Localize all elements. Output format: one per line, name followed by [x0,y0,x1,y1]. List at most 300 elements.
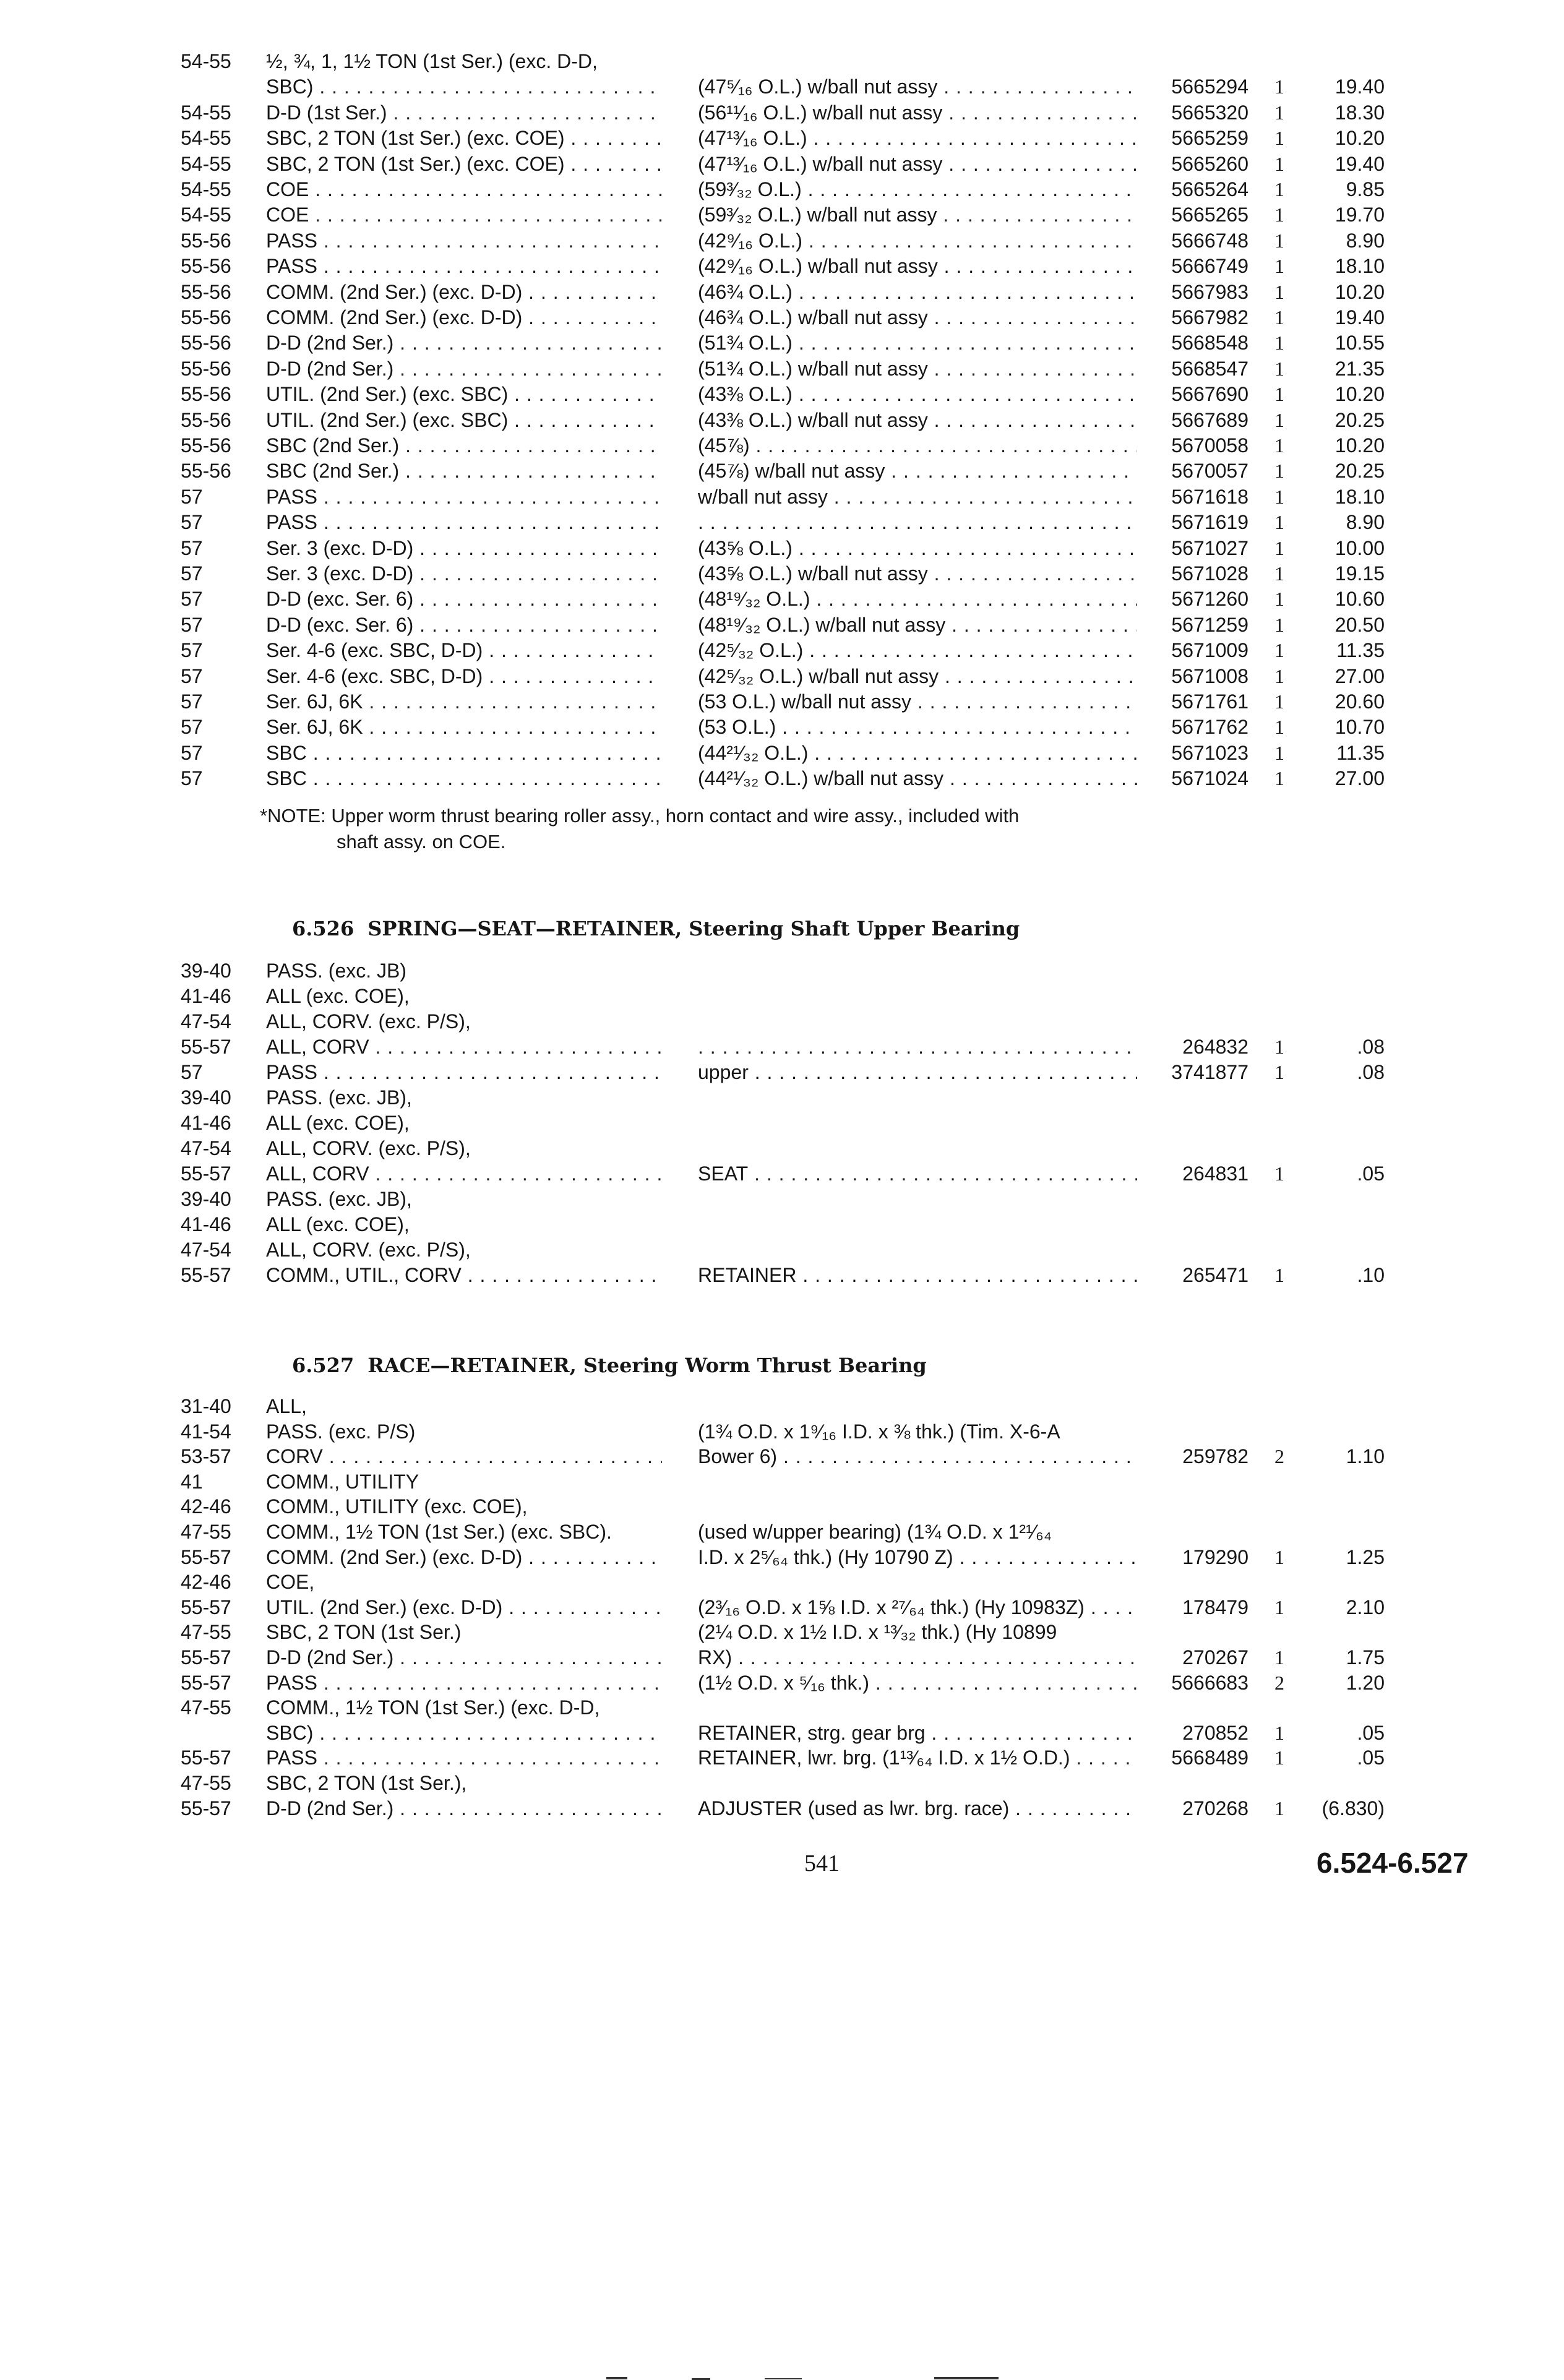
section-heading-6-527 [292,1354,927,1377]
description-cell: (42⁹⁄₁₆ O.L.) w/ball nut assy . . . [698,253,1137,279]
description-cell: Bower 6) . . . [698,1443,1137,1469]
quantity-cell: 1 [1274,1264,1284,1286]
years-cell: 42-46 [181,1571,231,1594]
model-cell: PASS. (exc. JB), [266,1086,412,1109]
model-cell: COMM. (2nd Ser.) (exc. D-D) . . . [266,1544,662,1570]
table-row [0,689,1564,715]
section-title: SPRING—SEAT—RETAINER, Steering Shaft Upper Bearing [367,917,1020,940]
model-cell: SBC, 2 TON (1st Ser.), [266,1772,467,1794]
part-number-cell: 265471 [1182,1264,1248,1286]
description-cell: (42⁵⁄₃₂ O.L.) w/ball nut assy . . . [698,663,1137,689]
description-cell: (51¾ O.L.) w/ball nut assy . . . [698,356,1137,382]
table-row [0,1135,1564,1161]
description-cell: (53 O.L.) . . . [698,714,1137,740]
price-cell: 8.90 [1346,511,1385,534]
price-cell: 10.20 [1334,434,1385,457]
years-cell: 57 [181,690,203,713]
price-cell: 27.00 [1334,767,1385,790]
years-cell: 55-57 [181,1746,231,1769]
model-cell: PASS. (exc. P/S) [266,1420,416,1443]
model-cell: ALL, CORV. (exc. P/S), [266,1137,471,1159]
table-row [0,1443,1564,1469]
quantity-cell: 1 [1274,1646,1284,1669]
part-number-cell: 5671023 [1171,741,1248,764]
years-cell: 57 [181,767,203,790]
part-number-cell: 5665265 [1171,204,1248,226]
model-cell: D-D (2nd Ser.) . . . [266,1795,662,1821]
price-cell: 19.15 [1334,562,1385,585]
quantity-cell: 1 [1274,178,1284,200]
years-cell: 41-46 [181,985,231,1007]
table-row [0,1034,1564,1060]
model-cell: SBC . . . [266,740,662,766]
quantity-cell: 1 [1274,1746,1284,1769]
quantity-cell: 2 [1274,1445,1284,1468]
years-cell: 41-46 [181,1112,231,1134]
model-cell: COE . . . [266,176,662,202]
part-number-cell: 270267 [1182,1646,1248,1669]
page-number: 541 [804,1850,840,1876]
description-cell: (48¹⁹⁄₃₂ O.L.) w/ball nut assy . . . [698,612,1137,638]
model-cell: COE, [266,1571,315,1594]
part-number-cell: 5668548 [1171,332,1248,354]
years-cell: 47-55 [181,1521,231,1543]
quantity-cell: 1 [1274,1721,1284,1744]
description-cell: (45⅞) . . . [698,432,1137,458]
part-number-cell: 5668489 [1171,1746,1248,1769]
description-cell: (44²¹⁄₃₂ O.L.) . . . [698,740,1137,766]
price-cell: 9.85 [1346,178,1385,200]
quantity-cell: 1 [1274,716,1284,739]
note [260,803,1151,855]
note-line-1: *NOTE: Upper worm thrust bearing roller assy., horn contact and wire assy., included with [260,805,1020,827]
model-cell: ALL (exc. COE), [266,985,410,1007]
years-cell: 55-56 [181,408,231,431]
description-cell: (43⅝ O.L.) w/ball nut assy . . . [698,561,1137,586]
part-number-cell: 5670057 [1171,460,1248,483]
description-cell: (47¹³⁄₁₆ O.L.) . . . [698,125,1137,151]
table-row [0,151,1564,177]
quantity-cell: 1 [1274,357,1284,380]
years-cell: 57 [181,562,203,585]
years-cell: 55-57 [181,1797,231,1819]
table-row [0,330,1564,356]
table-row [0,48,1564,74]
table-row [0,1186,1564,1212]
quantity-cell: 1 [1274,383,1284,406]
price-cell: 18.10 [1334,255,1385,278]
part-number-cell: 179290 [1182,1545,1248,1568]
part-number-cell: 264832 [1182,1036,1248,1058]
part-number-cell: 5666749 [1171,255,1248,278]
price-cell: 10.20 [1334,127,1385,150]
table-row [0,1795,1564,1821]
years-cell: 39-40 [181,1086,231,1109]
part-number-cell: 259782 [1182,1445,1248,1468]
years-cell: 47-55 [181,1621,231,1644]
model-cell: UTIL. (2nd Ser.) (exc. D-D) . . . [266,1594,662,1620]
model-cell: COE . . . [266,202,662,228]
model-cell: COMM., 1½ TON (1st Ser.) (exc. D-D, [266,1696,600,1719]
section-number: 6.526 [292,917,354,940]
years-cell: 55-56 [181,383,231,406]
quantity-cell: 1 [1274,408,1284,431]
price-cell: 1.10 [1346,1445,1385,1468]
table-row [0,1745,1564,1771]
years-cell: 55-57 [181,1671,231,1694]
years-cell: 57 [181,511,203,534]
years-cell: 39-40 [181,1188,231,1210]
years-cell: 57 [181,716,203,739]
price-cell: 10.55 [1334,332,1385,354]
description-cell: (42⁹⁄₁₆ O.L.) . . . [698,228,1137,254]
table-row [0,1493,1564,1519]
years-cell: 55-56 [181,280,231,303]
part-number-cell: 5671260 [1171,588,1248,611]
part-number-cell: 5665259 [1171,127,1248,150]
table-row [0,1237,1564,1263]
price-cell: .10 [1357,1264,1385,1286]
table-row [0,1262,1564,1288]
table-row [0,1419,1564,1445]
model-cell: Ser. 3 (exc. D-D) . . . [266,561,662,586]
part-number-cell: 5671008 [1171,664,1248,687]
price-cell: 20.25 [1334,408,1385,431]
section-heading-6-526 [292,917,1020,940]
table-row [0,228,1564,254]
model-cell: D-D (exc. Ser. 6) . . . [266,612,662,638]
part-number-cell: 5665320 [1171,101,1248,124]
years-cell: 57 [181,1061,203,1083]
table-row [0,202,1564,228]
model-cell: SBC . . . [266,765,662,791]
years-cell: 47-54 [181,1137,231,1159]
years-cell: 54-55 [181,178,231,200]
price-cell: 2.10 [1346,1596,1385,1618]
years-cell: 55-56 [181,357,231,380]
model-cell: ALL, CORV . . . [266,1034,662,1060]
model-cell: SBC) . . . [266,74,662,100]
description-cell: RX) . . . [698,1644,1137,1670]
description-cell: (47¹³⁄₁₆ O.L.) w/ball nut assy . . . [698,151,1137,177]
table-row [0,176,1564,202]
model-cell: PASS . . . [266,509,662,535]
quantity-cell: 1 [1274,1162,1284,1185]
description-cell: (43⅜ O.L.) . . . [698,381,1137,407]
model-cell: PASS . . . [266,484,662,510]
price-cell: 20.50 [1334,613,1385,636]
description-cell: (1¾ O.D. x 1⁹⁄₁₆ I.D. x ⅜ thk.) (Tim. X-6-A [698,1420,1060,1443]
model-cell: Ser. 4-6 (exc. SBC, D-D) . . . [266,637,662,663]
table-row [0,1619,1564,1645]
quantity-cell: 1 [1274,255,1284,278]
quantity-cell: 1 [1274,767,1284,790]
part-number-cell: 5665294 [1171,75,1248,98]
price-cell: 19.40 [1334,152,1385,175]
part-number-cell: 5665264 [1171,178,1248,200]
model-cell: PASS . . . [266,1670,662,1696]
part-number-cell: 5671028 [1171,562,1248,585]
price-cell: 19.40 [1334,75,1385,98]
years-cell: 41-46 [181,1213,231,1235]
table-row [0,1469,1564,1495]
description-cell: (59³⁄₃₂ O.L.) w/ball nut assy . . . [698,202,1137,228]
years-cell: 57 [181,639,203,662]
years-cell: 41-54 [181,1420,231,1443]
quantity-cell: 2 [1274,1671,1284,1694]
model-cell: SBC, 2 TON (1st Ser.) (exc. COE) . . . [266,125,662,151]
table-row [0,1569,1564,1595]
table-row [0,1211,1564,1237]
quantity-cell: 1 [1274,332,1284,354]
model-cell: COMM. (2nd Ser.) (exc. D-D) . . . [266,279,662,305]
description-cell: (2¼ O.D. x 1½ I.D. x ¹³⁄₃₂ thk.) (Hy 10899 [698,1621,1057,1644]
part-number-cell: 5671762 [1171,716,1248,739]
model-cell: COMM. (2nd Ser.) (exc. D-D) . . . [266,304,662,330]
model-cell: Ser. 6J, 6K . . . [266,714,662,740]
price-cell: 19.70 [1334,204,1385,226]
table-row [0,1110,1564,1136]
part-number-cell: 270852 [1182,1721,1248,1744]
description-cell: (1½ O.D. x ⁵⁄₁₆ thk.) . . . [698,1670,1137,1696]
model-cell: ALL, CORV. (exc. P/S), [266,1010,471,1033]
years-cell: 47-55 [181,1772,231,1794]
table-row [0,484,1564,510]
scan-mark [765,2378,802,2379]
table-row [0,407,1564,433]
table-row [0,612,1564,638]
model-cell: ALL (exc. COE), [266,1112,410,1134]
description-cell: w/ball nut assy . . . [698,484,1137,510]
price-cell: 18.30 [1334,101,1385,124]
model-cell: ALL, CORV . . . [266,1161,662,1187]
years-cell: 47-55 [181,1696,231,1719]
table-row [0,381,1564,407]
table-row [0,637,1564,663]
table-row [0,561,1564,586]
table-row [0,714,1564,740]
section-title: RACE—RETAINER, Steering Worm Thrust Bearing [367,1354,927,1377]
description-cell: I.D. x 2⁵⁄₆₄ thk.) (Hy 10790 Z) . . . [698,1544,1137,1570]
model-cell: UTIL. (2nd Ser.) (exc. SBC) . . . [266,407,662,433]
part-number-cell: 5670058 [1171,434,1248,457]
years-cell: 55-56 [181,332,231,354]
years-cell: 57 [181,664,203,687]
model-cell: CORV . . . [266,1443,662,1469]
section-number: 6.527 [292,1354,354,1377]
part-number-cell: 5671009 [1171,639,1248,662]
model-cell: ½, ¾, 1, 1½ TON (1st Ser.) (exc. D-D, [266,50,598,72]
part-number-cell: 5671761 [1171,690,1248,713]
quantity-cell: 1 [1274,229,1284,252]
table-row [0,958,1564,984]
description-cell: RETAINER . . . [698,1262,1137,1288]
quantity-cell: 1 [1274,1036,1284,1058]
model-cell: SBC) . . . [266,1720,662,1746]
quantity-cell: 1 [1274,639,1284,662]
part-number-cell: 5667690 [1171,383,1248,406]
table-row [0,1393,1564,1419]
description-cell: (2³⁄₁₆ O.D. x 1⅝ I.D. x ²⁷⁄₆₄ thk.) (Hy 10983Z) . . . [698,1594,1137,1620]
years-cell: 55-57 [181,1162,231,1185]
part-number-cell: 270268 [1182,1797,1248,1819]
quantity-cell: 1 [1274,1545,1284,1568]
price-cell: 21.35 [1334,357,1385,380]
price-cell: 27.00 [1334,664,1385,687]
model-cell: Ser. 4-6 (exc. SBC, D-D) . . . [266,663,662,689]
table-row [0,125,1564,151]
years-cell: 54-55 [181,204,231,226]
price-cell: 1.25 [1346,1545,1385,1568]
table-row [0,1161,1564,1187]
years-cell: 42-46 [181,1495,231,1518]
price-cell: 20.25 [1334,460,1385,483]
price-cell: 10.70 [1334,716,1385,739]
table-row [0,1720,1564,1746]
years-cell: 53-57 [181,1445,231,1468]
years-cell: 55-57 [181,1264,231,1286]
description-cell: ADJUSTER (used as lwr. brg. race) . . . [698,1795,1137,1821]
table-row [0,586,1564,612]
quantity-cell: 1 [1274,306,1284,329]
section-range: 6.524-6.527 [1317,1847,1469,1879]
price-cell: 10.60 [1334,588,1385,611]
model-cell: Ser. 3 (exc. D-D) . . . [266,535,662,561]
quantity-cell: 1 [1274,75,1284,98]
model-cell: ALL, CORV. (exc. P/S), [266,1239,471,1261]
price-cell: 8.90 [1346,229,1385,252]
model-cell: D-D (2nd Ser.) . . . [266,356,662,382]
years-cell: 41 [181,1470,203,1493]
model-cell: SBC, 2 TON (1st Ser.) (exc. COE) . . . [266,151,662,177]
years-cell: 47-54 [181,1010,231,1033]
price-cell: .08 [1357,1036,1385,1058]
years-cell: 55-57 [181,1596,231,1618]
quantity-cell: 1 [1274,101,1284,124]
description-cell: (48¹⁹⁄₃₂ O.L.) . . . [698,586,1137,612]
model-cell: SBC (2nd Ser.) . . . [266,432,662,458]
quantity-cell: 1 [1274,1596,1284,1618]
description-cell: (59³⁄₃₂ O.L.) . . . [698,176,1137,202]
description-cell: RETAINER, lwr. brg. (1¹³⁄₆₄ I.D. x 1½ O.D.) . . . [698,1745,1137,1771]
years-cell: 55-56 [181,434,231,457]
part-number-cell: 5667982 [1171,306,1248,329]
price-cell: 18.10 [1334,485,1385,508]
years-cell: 31-40 [181,1395,231,1417]
part-number-cell: 5666748 [1171,229,1248,252]
description-cell: (43⅝ O.L.) . . . [698,535,1137,561]
quantity-cell: 1 [1274,613,1284,636]
model-cell: D-D (2nd Ser.) . . . [266,330,662,356]
years-cell: 55-56 [181,460,231,483]
description-cell: (43⅜ O.L.) w/ball nut assy . . . [698,407,1137,433]
table-row [0,1085,1564,1111]
table-row [0,100,1564,126]
description-cell: (44²¹⁄₃₂ O.L.) w/ball nut assy . . . [698,765,1137,791]
years-cell: 57 [181,536,203,559]
model-cell: PASS . . . [266,253,662,279]
description-cell: (46¾ O.L.) w/ball nut assy . . . [698,304,1137,330]
quantity-cell: 1 [1274,690,1284,713]
years-cell: 55-57 [181,1646,231,1669]
part-number-cell: 5671027 [1171,536,1248,559]
table-row [0,983,1564,1009]
model-cell: PASS . . . [266,228,662,254]
model-cell: SBC, 2 TON (1st Ser.) [266,1621,462,1644]
scan-mark [606,2377,627,2379]
price-cell: .08 [1357,1061,1385,1083]
quantity-cell: 1 [1274,460,1284,483]
quantity-cell: 1 [1274,741,1284,764]
years-cell: 54-55 [181,127,231,150]
years-cell: 55-57 [181,1545,231,1568]
quantity-cell: 1 [1274,588,1284,611]
part-number-cell: 264831 [1182,1162,1248,1185]
price-cell: 11.35 [1336,639,1385,662]
table-row [0,765,1564,791]
part-number-cell: 5671619 [1171,511,1248,534]
description-cell: (46¾ O.L.) . . . [698,279,1137,305]
description-cell [698,509,1137,535]
price-cell: 10.20 [1334,280,1385,303]
years-cell: 57 [181,613,203,636]
model-cell: D-D (exc. Ser. 6) . . . [266,586,662,612]
model-cell: Ser. 6J, 6K . . . [266,689,662,715]
table-row [0,1670,1564,1696]
years-cell: 55-57 [181,1036,231,1058]
table-row [0,432,1564,458]
price-cell: 10.00 [1334,536,1385,559]
quantity-cell: 1 [1274,1061,1284,1083]
quantity-cell: 1 [1274,664,1284,687]
quantity-cell: 1 [1274,127,1284,150]
price-cell: .05 [1357,1162,1385,1185]
scan-mark [934,2377,999,2379]
model-cell: PASS. (exc. JB) [266,960,407,982]
model-cell: PASS. (exc. JB), [266,1188,412,1210]
price-cell: 1.20 [1346,1671,1385,1694]
model-cell: COMM., 1½ TON (1st Ser.) (exc. SBC). [266,1521,612,1543]
years-cell: 57 [181,485,203,508]
table-row [0,1544,1564,1570]
part-number-cell: 3741877 [1171,1061,1248,1083]
model-cell: D-D (1st Ser.) . . . [266,100,662,126]
description-cell: (56¹¹⁄₁₆ O.L.) w/ball nut assy . . . [698,100,1137,126]
table-row [0,740,1564,766]
table-row [0,458,1564,484]
part-number-cell: 5671024 [1171,767,1248,790]
price-cell: .05 [1357,1746,1385,1769]
table-row [0,1519,1564,1545]
years-cell: 54-55 [181,50,231,72]
description-cell: (47⁵⁄₁₆ O.L.) w/ball nut assy . . . [698,74,1137,100]
price-cell: (6.830) [1321,1797,1385,1819]
price-cell: 20.60 [1334,690,1385,713]
model-cell: COMM., UTILITY (exc. COE), [266,1495,528,1518]
price-cell: .05 [1357,1721,1385,1744]
table-row [0,1770,1564,1796]
years-cell: 54-55 [181,152,231,175]
model-cell: ALL, [266,1395,307,1417]
years-cell: 57 [181,588,203,611]
model-cell: UTIL. (2nd Ser.) (exc. SBC) . . . [266,381,662,407]
quantity-cell: 1 [1274,204,1284,226]
description-cell: SEAT . . . [698,1161,1137,1187]
table-row [0,356,1564,382]
quantity-cell: 1 [1274,152,1284,175]
model-cell: COMM., UTILITY [266,1470,419,1493]
quantity-cell: 1 [1274,434,1284,457]
